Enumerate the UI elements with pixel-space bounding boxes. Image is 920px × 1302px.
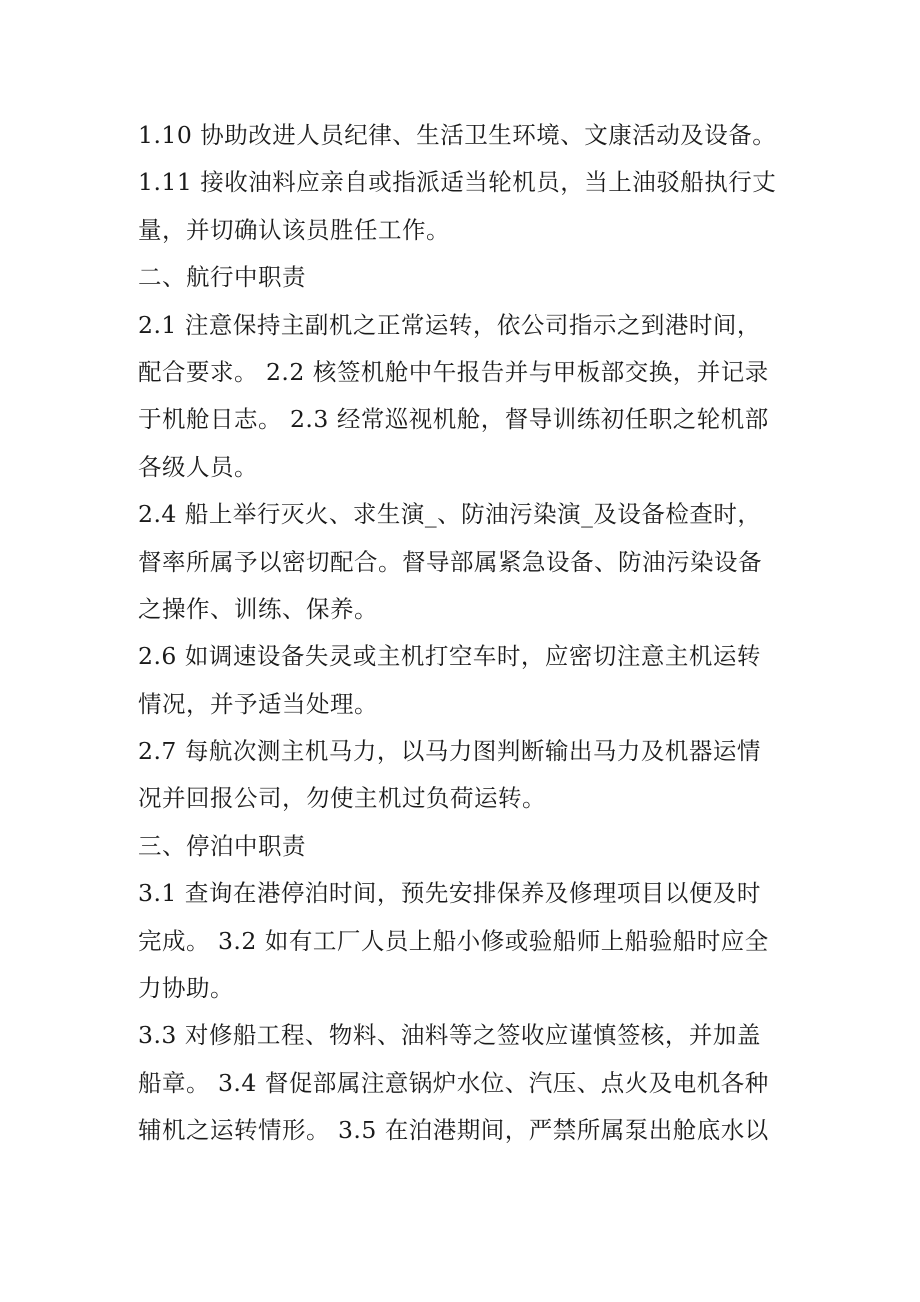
text-line: 完成。 3.2 如有工厂人员上船小修或验船师上船验船时应全: [138, 926, 769, 955]
text-line: 各级人员。: [138, 452, 258, 481]
text-line: 辅机之运转情形。 3.5 在泊港期间，严禁所属泵出舱底水以: [138, 1116, 769, 1145]
text-line: 2.6 如调速设备失灵或主机打空车时，应密切注意主机运转: [138, 642, 761, 671]
text-line: 3.1 查询在港停泊时间，预先安排保养及修理项目以便及时: [138, 879, 761, 908]
section-heading: 三、停泊中职责: [138, 831, 306, 860]
document-body: [138, 112, 810, 1155]
text-line: 3.3 对修船工程、物料、油料等之签收应谨慎签核，并加盖: [138, 1021, 761, 1050]
text-line: 船章。 3.4 督促部属注意锅炉水位、汽压、点火及电机各种: [138, 1068, 769, 1097]
text-line: 情况，并予适当处理。: [138, 689, 378, 718]
section-heading: 二、航行中职责: [138, 263, 306, 292]
text-line: 力协助。: [138, 974, 234, 1003]
text-line: 量，并切确认该员胜任工作。: [138, 215, 450, 244]
text-line: 于机舱日志。 2.3 经常巡视机舱，督导训练初任职之轮机部: [138, 405, 769, 434]
text-line: 之操作、训练、保养。: [138, 594, 378, 623]
text-line: 配合要求。 2.2 核签机舱中午报告并与甲板部交换，并记录: [138, 357, 769, 386]
text-line: 2.1 注意保持主副机之正常运转，依公司指示之到港时间，: [138, 310, 761, 339]
text-line: 2.7 每航次测主机马力，以马力图判断输出马力及机器运情: [138, 737, 761, 766]
text-line: 督率所属予以密切配合。督导部属紧急设备、防油污染设备: [138, 547, 762, 576]
text-line: 1.11 接收油料应亲自或指派适当轮机员，当上油驳船执行丈: [138, 168, 777, 197]
text-line: 1.10 协助改进人员纪律、生活卫生环境、文康活动及设备。: [138, 121, 777, 149]
text-line: 2.4 船上举行灭火、求生演_、防油污染演_及设备检查时，: [138, 500, 762, 529]
text-line: 况并回报公司，勿使主机过负荷运转。: [138, 784, 546, 813]
